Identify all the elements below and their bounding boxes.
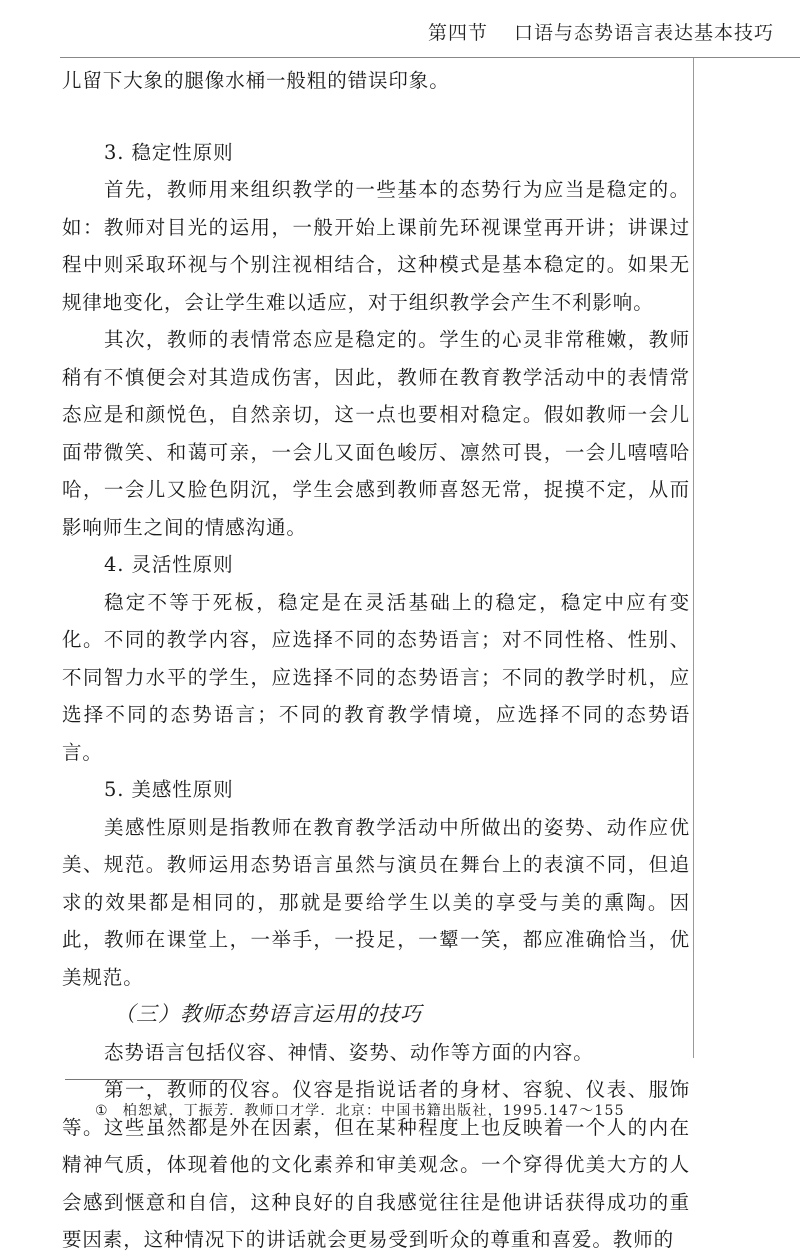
footnote-text: 柏恕斌，丁振芳．教师口才学．北京：中国书籍出版社，1995.147～155 [122, 1103, 625, 1119]
paragraph-stability-first: 首先，教师用来组织教学的一些基本的态势行为应当是稳定的。如：教师对目光的运用，一般开始上课前先环视课堂再开讲；讲课过程中则采取环视与个别注视相结合，这种模式是基本稳定的。如果无规律地变化，会让学生难以适应，对于组织教学会产生不利影响。 [62, 178, 690, 314]
footnote-marker: ① [95, 1103, 109, 1119]
section-subtitle: （三）教师态势语言运用的技巧 [114, 1002, 422, 1026]
paragraph-intro: 态势语言包括仪容、神情、姿势、动作等方面的内容。 [104, 1040, 594, 1064]
heading-flexibility: 4. 灵活性原则 [104, 553, 234, 576]
footnote-rule [65, 1079, 243, 1080]
header-rule [60, 57, 800, 58]
footnote [95, 1100, 625, 1120]
margin-rule [693, 58, 694, 1058]
header-section: 第四节 [427, 22, 488, 44]
paragraph-flexibility: 稳定不等于死板，稳定是在灵活基础上的稳定，稳定中应有变化。不同的教学内容，应选择不同的态势语言；对不同性格、性别、不同智力水平的学生，应选择不同的态势语言；不同的教学时机，应选择不同的态势语言；不同的教育教学情境，应选择不同的态势语言。 [62, 590, 690, 764]
paragraph-appearance: 第一，教师的仪容。仪容是指说话者的身材、容貌、仪表、服饰等。这些虽然都是外在因素，但在某种程度上也反映着一个人的内在精神气质，体现着他的文化素养和审美观念。一个穿得优美大方的人会感到惬意和自信，这种良好的自我感觉往往是他讲话获得成功的重要因素，这种情况下的讲话就会更易受到听众的尊重和喜爱。教师的 [62, 1078, 690, 1251]
heading-aesthetic: 5. 美感性原则 [104, 778, 234, 801]
paragraph-continuation: 儿留下大象的腿像水桶一般粗的错误印象。 [62, 69, 450, 92]
heading-stability: 3. 稳定性原则 [104, 140, 234, 164]
header-title: 口语与态势语言表达基本技巧 [513, 22, 774, 44]
paragraph-spacer [62, 100, 690, 134]
paragraph-aesthetic: 美感性原则是指教师在教育教学活动中所做出的姿势、动作应优美、规范。教师运用态势语言虽然与演员在舞台上的表演不同，但追求的效果都是相同的，那就是要给学生以美的享受与美的熏陶。因此，教师在课堂上，一举手，一投足，一颦一笑，都应准确恰当，优美规范。 [62, 815, 690, 989]
paragraph-stability-second: 其次，教师的表情常态应是稳定的。学生的心灵非常稚嫩，教师稍有不慎便会对其造成伤害，因此，教师在教育教学活动中的表情常态应是和颜悦色，自然亲切，这一点也要相对稳定。假如教师一会儿面带微笑、和蔼可亲，一会儿又面色峻厉、凛然可畏，一会儿嘻嘻哈哈，一会儿又脸色阴沉，学生会感到教师喜怒无常，捉摸不定，从而影响师生之间的情感沟通。 [62, 328, 690, 539]
running-header [428, 18, 774, 45]
